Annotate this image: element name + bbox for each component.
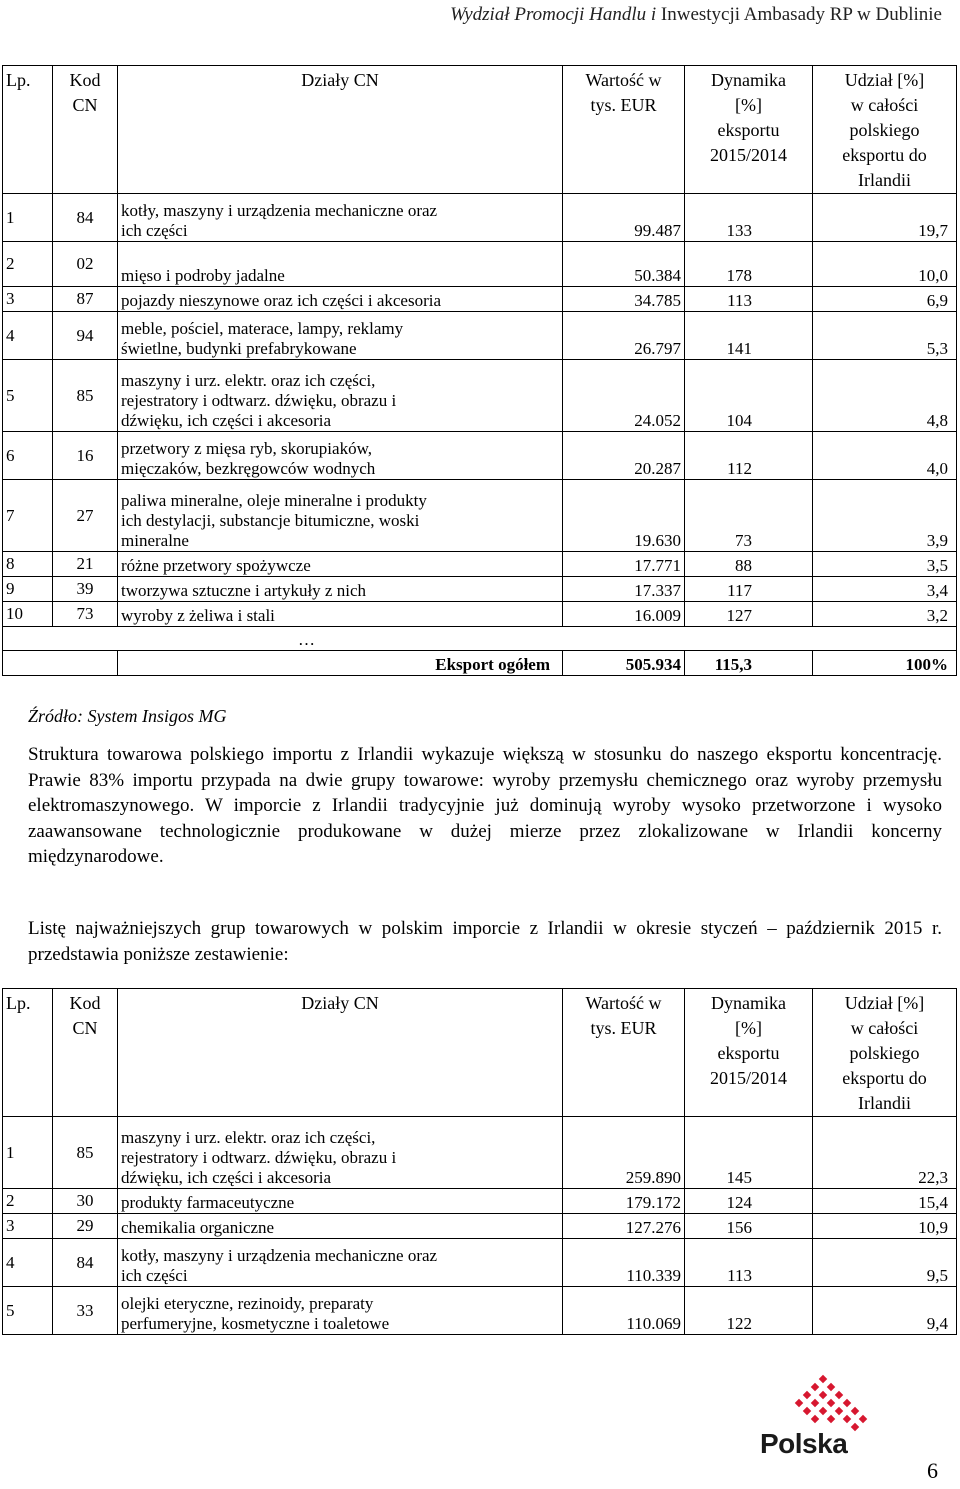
cell-share: 10,0 [813, 242, 957, 287]
cell-lp: 4 [3, 312, 53, 360]
cell-share: 10,9 [813, 1214, 957, 1239]
header-lp: Lp. [3, 989, 53, 1117]
cell-dynamika: 113 [685, 287, 813, 312]
cell-value: 110.339 [563, 1239, 685, 1287]
cell-lp: 6 [3, 432, 53, 480]
source-note: Źródło: System Insigos MG [28, 706, 227, 726]
header-udzial: Udział [%] w całości polskiego eksportu do Irlandii [813, 989, 957, 1117]
cell-share: 3,9 [813, 480, 957, 552]
cell-value: 16.009 [563, 602, 685, 627]
cell-kod: 94 [53, 312, 118, 360]
total-dynamika: 115,3 [685, 651, 813, 676]
cell-name: paliwa mineralne, oleje mineralne i produkty ich destylacji, substancje bitumiczne, woski mineralne [118, 480, 563, 552]
cell-value: 24.052 [563, 360, 685, 432]
cell-value: 50.384 [563, 242, 685, 287]
table-row [3, 602, 957, 627]
header-wartosc: Wartość w tys. EUR [563, 66, 685, 194]
table-row [3, 1239, 957, 1287]
total-share: 100% [813, 651, 957, 676]
page-header: Wydział Promocji Handlu i Inwestycji Ambasady RP w Dublinie [450, 4, 942, 25]
cell-kod: 16 [53, 432, 118, 480]
cell-value: 17.771 [563, 552, 685, 577]
cell-name: wyroby z żeliwa i stali [118, 602, 563, 627]
cell-share: 3,4 [813, 577, 957, 602]
cell-name: kotły, maszyny i urządzenia mechaniczne oraz ich części [118, 1239, 563, 1287]
cell-lp: 5 [3, 360, 53, 432]
cell-lp: 10 [3, 602, 53, 627]
table-row [3, 552, 957, 577]
cell-value: 127.276 [563, 1214, 685, 1239]
cell-kod: 30 [53, 1189, 118, 1214]
table-row [3, 242, 957, 287]
cell-lp: 3 [3, 1214, 53, 1239]
table-row [3, 1189, 957, 1214]
cell-dynamika: 117 [685, 577, 813, 602]
table-row [3, 194, 957, 242]
header-wartosc: Wartość w tys. EUR [563, 989, 685, 1117]
header-dynamika: Dynamika [%] eksportu 2015/2014 [685, 989, 813, 1117]
table-row [3, 480, 957, 552]
cell-share: 5,3 [813, 312, 957, 360]
cell-kod: 87 [53, 287, 118, 312]
cell-kod: 39 [53, 577, 118, 602]
cell-lp: 4 [3, 1239, 53, 1287]
header-kod: Kod CN [53, 66, 118, 194]
table-row [3, 287, 957, 312]
cell-lp: 5 [3, 1287, 53, 1335]
cell-share: 3,5 [813, 552, 957, 577]
cell-name: kotły, maszyny i urządzenia mechaniczne oraz ich części [118, 194, 563, 242]
cell-lp: 8 [3, 552, 53, 577]
paragraph-import-structure: Struktura towarowa polskiego importu z Irlandii wykazuje większą w stosunku do naszego eksportu koncentrację. Prawie 83% importu przypada na dwie grupy towarowe: wyroby przemysłu chemicznego oraz wyroby przemysłu elektromaszynowego. W imporcie z Irlandii tradycyjnie już dominują wyroby wysoko przetworzone i wysoko zaawansowane technologicznie produkowane w dużej mierze przez zlokalizowane w Irlandii koncerny międzynarodowe. [28, 744, 942, 867]
header-dynamika: Dynamika [%] eksportu 2015/2014 [685, 66, 813, 194]
cell-value: 259.890 [563, 1117, 685, 1189]
cell-value: 19.630 [563, 480, 685, 552]
cell-lp: 7 [3, 480, 53, 552]
cell-value: 34.785 [563, 287, 685, 312]
cell-name: różne przetwory spożywcze [118, 552, 563, 577]
cell-name: maszyny i urz. elektr. oraz ich części, rejestratory i odtwarz. dźwięku, obrazu i dźwięku, ich części i akcesoria [118, 1117, 563, 1189]
cell-dynamika: 112 [685, 432, 813, 480]
cell-kod: 29 [53, 1214, 118, 1239]
cell-dynamika: 73 [685, 480, 813, 552]
total-label: Eksport ogółem [118, 651, 563, 676]
ellipsis-row [3, 627, 957, 651]
cell-empty [3, 651, 118, 676]
header-kod: Kod CN [53, 989, 118, 1117]
cell-dynamika: 122 [685, 1287, 813, 1335]
cell-dynamika: 156 [685, 1214, 813, 1239]
cell-value: 17.337 [563, 577, 685, 602]
total-row [3, 651, 957, 676]
cell-share: 4,0 [813, 432, 957, 480]
cell-name: tworzywa sztuczne i artykuły z nich [118, 577, 563, 602]
cell-dynamika: 104 [685, 360, 813, 432]
cell-name: olejki eteryczne, rezinoidy, preparaty perfumeryjne, kosmetyczne i toaletowe [118, 1287, 563, 1335]
polska-logo-text: Polska [760, 1428, 848, 1459]
cell-kod: 02 [53, 242, 118, 287]
table-row [3, 1214, 957, 1239]
header-udzial: Udział [%] w całości polskiego eksportu do Irlandii [813, 66, 957, 194]
cell-value: 99.487 [563, 194, 685, 242]
table-row [3, 1117, 957, 1189]
ellipsis-cell: … [3, 627, 957, 651]
total-value: 505.934 [563, 651, 685, 676]
cell-share: 22,3 [813, 1117, 957, 1189]
cell-dynamika: 133 [685, 194, 813, 242]
cell-value: 26.797 [563, 312, 685, 360]
cell-kod: 84 [53, 194, 118, 242]
cell-lp: 9 [3, 577, 53, 602]
table-row [3, 432, 957, 480]
cell-lp: 1 [3, 194, 53, 242]
cell-dynamika: 88 [685, 552, 813, 577]
cell-share: 3,2 [813, 602, 957, 627]
cell-name: pojazdy nieszynowe oraz ich części i akcesoria [118, 287, 563, 312]
cell-share: 19,7 [813, 194, 957, 242]
header-dzialy: Działy CN [118, 66, 563, 194]
cell-name: meble, pościel, materace, lampy, reklamy świetlne, budynki prefabrykowane [118, 312, 563, 360]
paragraph-import-intro: Listę najważniejszych grup towarowych w polskim imporcie z Irlandii w okresie styczeń – październik 2015 r. przedstawia poniższe zestawienie: [28, 918, 942, 965]
cell-dynamika: 124 [685, 1189, 813, 1214]
cell-name: mięso i podroby jadalne [118, 242, 563, 287]
header-dzialy: Działy CN [118, 989, 563, 1117]
export-table [2, 65, 957, 676]
cell-share: 9,4 [813, 1287, 957, 1335]
cell-name: przetwory z mięsa ryb, skorupiaków, mięczaków, bezkręgowców wodnych [118, 432, 563, 480]
page-number: 6 [927, 1458, 938, 1483]
import-table [2, 988, 957, 1335]
cell-kod: 85 [53, 1117, 118, 1189]
cell-kod: 21 [53, 552, 118, 577]
cell-name: produkty farmaceutyczne [118, 1189, 563, 1214]
cell-lp: 2 [3, 1189, 53, 1214]
cell-share: 15,4 [813, 1189, 957, 1214]
table-row [3, 577, 957, 602]
cell-share: 9,5 [813, 1239, 957, 1287]
cell-name: chemikalia organiczne [118, 1214, 563, 1239]
cell-lp: 1 [3, 1117, 53, 1189]
table-row [3, 360, 957, 432]
cell-lp: 3 [3, 287, 53, 312]
cell-value: 20.287 [563, 432, 685, 480]
cell-dynamika: 145 [685, 1117, 813, 1189]
cell-kod: 84 [53, 1239, 118, 1287]
table-row [3, 1287, 957, 1335]
cell-dynamika: 113 [685, 1239, 813, 1287]
cell-value: 110.069 [563, 1287, 685, 1335]
cell-kod: 27 [53, 480, 118, 552]
cell-dynamika: 141 [685, 312, 813, 360]
table-row [3, 312, 957, 360]
cell-kod: 85 [53, 360, 118, 432]
cell-dynamika: 127 [685, 602, 813, 627]
header-lp: Lp. [3, 66, 53, 194]
cell-kod: 73 [53, 602, 118, 627]
cell-value: 179.172 [563, 1189, 685, 1214]
cell-name: maszyny i urz. elektr. oraz ich części, rejestratory i odtwarz. dźwięku, obrazu i dźwięku, ich części i akcesoria [118, 360, 563, 432]
cell-dynamika: 178 [685, 242, 813, 287]
cell-lp: 2 [3, 242, 53, 287]
cell-share: 6,9 [813, 287, 957, 312]
cell-share: 4,8 [813, 360, 957, 432]
cell-kod: 33 [53, 1287, 118, 1335]
